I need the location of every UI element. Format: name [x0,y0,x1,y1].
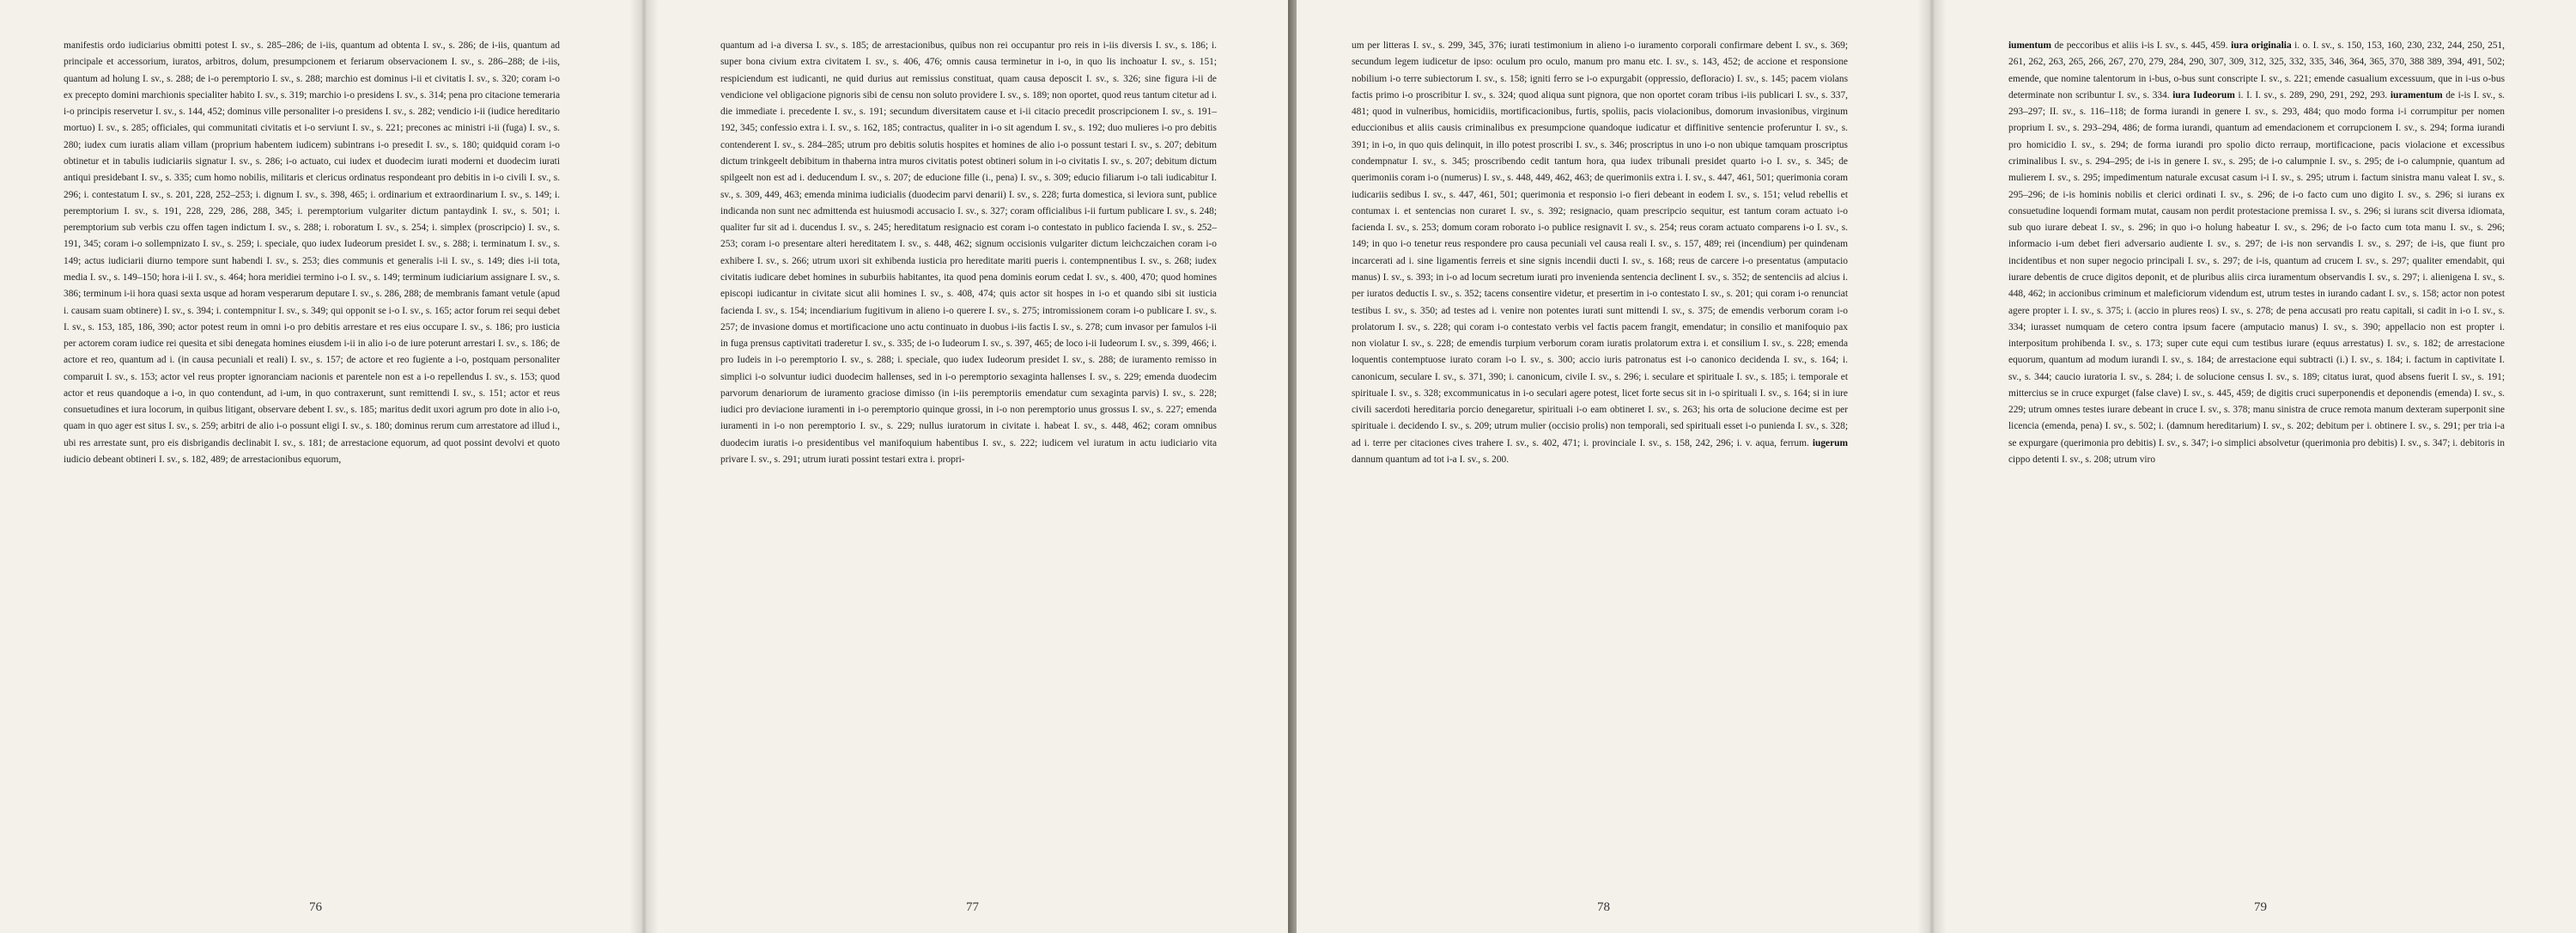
book-gutter [629,0,659,933]
index-entry-text: um per litteras I. sv., s. 299, 345, 376; iurati testimonium in alieno i-o iuramento corporali confirmare debent I. sv., s. 369; secundum legem iudicetur de ipso: oculum pro oculo, manum pro manu etc. I. sv., s. 143, 452; de accione et responsione nobilium i-o terre subiectorum I. sv., s. 158; igniti ferro se i-o expurgabit (oppressio, defloracio) I. sv., s. 145; pacem violans factis primo i-o proscribitur I. sv., s. 324; quod aliqua sunt pignora, que non oportet coram tribus i-iis publicari I. sv., s. 337, 481; quod in vulneribus, homicidiis, mortificacionibus, furtis, spoliis, pacis violacionibus, domorum invasionibus, virginum educcionibus et aliis causis criminalibus ex presumpcione quandoque iudicatur et diffinitive sentencie proferuntur I. sv., s. 391; in i-o, in quo quis delinquit, in illo potest proscribi I. sv., s. 346; proscriptus in uno i-o non ubique tamquam proscriptus condempnatur I. sv., s. 345; proscribendo cedit tantum hora, qua iudex tribunali presidet quarto i-o I. sv., s. 345; de querimoniis coram i-o (numerus) I. sv., s. 448, 449, 462, 463; de querimoniis extra i. I. sv., s. 447, 461, 501; querimonia coram iudicariis sedibus I. sv., s. 447, 461, 501; querimonia et responsio i-o fieri debeant in eodem I. sv., s. 151; velud rebellis et contumax i. et sentencias non curaret I. sv., s. 392; resignacio, quam prescripcio sequitur, est tantum coram actuato i-o facienda I. sv., s. 253; domum coram roborato i-o publice resignavit I. sv., s. 254; reus coram actuato comparens i-o I. sv., s. 149; in quo i-o tenetur reus respondere pro causa pecuniali vel causa reali I. sv., s. 157, 489; rei (incendium) per quindenam incarcerati ad i. sine ligamentis ferreis et sine signis incendii ducti I. sv., s. 168; reus de carcere i-o presentatus (amputacio manus) I. sv., s. 393; in i-o ad locum secretum iurati pro invenienda sentencia declinent I. sv., s. 352; de sentenciis ad alcius i. per iuratos deductis I. sv., s. 352; tacens consentire videtur, et presertim in i-o contestato I. sv., s. 201; qui coram i-o renunciat testibus I. sv., s. 350; ad testes ad i. venire non potentes iurati sunt mittendi I. sv., s. 375; de emendis verborum coram i-o prolatorum I. sv., s. 228; qui coram i-o contestato verbis vel factis pacem frangit, emendatur; in consilio et manifoquio pax non violatur I. sv., s. 228; de emendis turpium verborum coram iuratis prolatorum extra i. et consilium I. sv., s. 228; emenda loquentis contemptuose iurato coram i-o I. sv., s. 300; accio iuris patronatus est i-o canonico decidenda I. sv., s. 164; i. canonicum, seculare I. sv., s. 371, 390; i. canonicum, civile I. sv., s. 296; i. seculare et spirituale I. sv., s. 185; i. temporale et spirituale I. sv., s. 328; excommunicatus in i-o seculari agere potest, licet forte secus sit in i-o spirituali I. sv., s. 164; si in iure civili sacerdoti hereditaria porcio denegaretur, spirituali i-o eam obtineret I. sv., s. 263; his orta de solucione decime est per spirituale i. decidendo I. sv., s. 209; utrum mulier (occisio prolis) non temporali, sed spirituali esset i-o punienda I. sv., s. 328; ad i. terre per citaciones cives trahere I. sv., s. 402, 471; i. provinciale I. sv., s. 158, 242, 296; i. v. aqua, ferrum. [1352,40,1848,448]
page-number-76: 76 [309,900,322,914]
book-gutter [1917,0,1947,933]
index-headword: iuramentum [2390,89,2443,101]
index-text-77 [720,38,1217,468]
index-entry-text: i. I. I. sv., s. 289, 290, 291, 292, 293. [2234,89,2391,101]
index-entry-text: i. o. I. sv., s. 150, 153, 160, 230, 232, 244, 250, 251, 261, 262, 263, 265, 266, 267, 270, 279, 284, 290, 307, 309, 312, 325, 332, 335, 346, 364, 365, 370, 388 389, 394, 491, 502; emende, que nomine talentorum in i-bus, o-bus sunt conscripte I. sv., s. 221; emende casualium excessuum, que in i-us o-bus determinate non scribuntur I. sv., s. 334. [2008,40,2505,101]
index-entry-text: de peccoribus et aliis i-is I. sv., s. 445, 459. [2051,40,2232,51]
index-text-78 [1352,38,1848,468]
index-text-76 [64,38,560,468]
index-headword: iugerum [1812,437,1848,448]
index-text-79 [2008,38,2505,468]
index-entry-text: de i-is I. sv., s. 293–297; II. sv., s. 116–118; de forma iurandi in genere I. sv., s. 293, 484; quo modo forma i-i corrumpitur per nomen proprium I. sv., s. 293–294, 486; de forma iurandi, quantum ad emendacionem et corrupcionem I. sv., s. 294; forma iurandi pro homicidio I. sv., s. 294; de forma iurandi pro spolio dicto rerraup, mortificacione, pacis violacione et excessibus criminalibus I. sv., s. 294–295; de i-is in genere I. sv., s. 295; de i-o calumpnie I. sv., s. 295; de i-o calumpnie, quantum ad mulierem I. sv., s. 295; impedimentum naturale excusat casum i-i I. sv., s. 295; utrum i. factum sinistra manu valeat I. sv., s. 295–296; de i-is hominis nobilis et clerici ordinati I. sv., s. 296; de i-o facto cum uno digito I. sv., s. 296; si iurans ex consuetudine loquendi formam mutat, causam non perdit protestacione premissa I. sv., s. 296; si iurans scit diversa idiomata, sub quo iurare debeat I. sv., s. 296; in quo i-o holung habeatur I. sv., s. 296; de i-o facto cum tota manu I. sv., s. 296; informacio i-um debet fieri adversario audiente I. sv., s. 297; de i-is non servandis I. sv., s. 297; de i-is, que fiunt pro incidentibus et non super negocio principali I. sv., s. 297; de i-is, quantum ad crucem I. sv., s. 297; qualiter emendabit, qui iurare debentis de cruce digitos deponit, et de pluribus aliis circa iuramentum observandis I. sv., s. 297; i. alienigena I. sv., s. 448, 462; in accionibus criminum et maleficiorum videndum est, utrum testes in iurando cadant I. sv., s. 158; actor non potest agere propter i. I. sv., s. 375; i. (accio in plures reos) I. sv., s. 278; de pena accusati pro reatu capitali, si cadit in i-o I. sv., s. 334; iurasset numquam de cetero contra ipsum facere (amputacio manus) I. sv., s. 390; appellacio non est propter i. interpositum prohibenda I. sv., s. 173; super cute equi cum testibus iurare (equus arrestatus) I. sv., s. 182; de arrestacione equorum, quantum ad modum iurandi I. sv., s. 184; de arrestacione equi subtracti (i.) I. sv., s. 184; i. factum in captivitate I. sv., s. 344; caucio iuratoria I. sv., s. 284; i. de solucione census I. sv., s. 189; citatus iurat, quod absens fuerit I. sv., s. 191; mittercius se in cruce expurget (false clave) I. sv., s. 445, 459; de digitis cruci superponendis et deponendis (emenda) I. sv., s. 229; utrum omnes testes iurare debeant in cruce I. sv., s. 378; manu sinistra de cruce remota manum dexteram superponit sine licencia (emenda, pena) I. sv., s. 502; i. (damnum hereditarium) I. sv., s. 202; debitum per i. obtinere I. sv., s. 291; per tria i-a se expurgare (querimonia pro debitis) I. sv., s. 347; i-o simplici absolvetur (querimonia pro debitis) I. sv., s. 347; i. debitoris in cippo detenti I. sv., s. 208; utrum viro [2008,89,2505,466]
index-entry-text: quantum ad i-a diversa I. sv., s. 185; de arrestacionibus, quibus non rei occupantur pro reis in i-iis diversis I. sv., s. 186; i. super bona civium extra civitatem I. sv., s. 406, 476; omnis causa terminetur in i-o, in quo lis inchoatur I. sv., s. 151; respiciendum est iudicanti, ne quid durius aut remissius constituat, quam causa deposcit I. sv., s. 326; sine figura i-ii de vendicione vel obligacione pignoris sibi de censu non soluto providere I. sv., s. 189; non oportet, quod reus tantum citetur ad i. die immediate i. precedente I. sv., s. 191; secundum diversitatem cause et i-ii citacio precedit proscripcionem I. sv., s. 191–192, 345; confessio extra i. I. sv., s. 162, 185; contractus, qualiter in i-o sit agendum I. sv., s. 192; duo mulieres i-o pro debitis contenderent I. sv., s. 284–285; utrum pro debitis solutis hospites et homines de alio i-o possunt testari I. sv., s. 207; debitum dictum trinkgeelt debibitum in thaberna intra muros civitatis potest obtineri solum in i-o civitatis I. sv., s. 207; debitum dictum spilgeelt non est ad i. deducendum I. sv., s. 207; de educione fille (i., pena) I. sv., s. 309; educio filiarum i-o tali iudicabitur I. sv., s. 309, 449, 463; emenda minima iudicialis (duodecim parvi denarii) I. sv., s. 228; furta domestica, si leviora sunt, publice indicanda non sunt nec admittenda est huiusmodi accusacio I. sv., s. 327; coram officialibus i-ii furtum publicare I. sv., s. 248; qualiter fur sit ad i. ducendus I. sv., s. 245; hereditatum resignacio est coram i-o contestato in publico facienda I. sv., s. 252–253; coram i-o presentare alteri hereditatem I. sv., s. 448, 462; signum occisionis vulgariter dictum leichczaichen coram i-o exhibere I. sv., s. 266; utrum uxori sit exhibenda iusticia pro hereditate mariti pueris i. contempnentibus I. sv., s. 268; iudex civitatis iudicare debet homines in suburbiis habitantes, ita quod pena dominis eorum cedat I. sv., s. 400, 470; quod homines episcopi iudicantur in civitate sicut alii homines I. sv., s. 408, 474; quis actor sit hospes in i-o et quando sibi sit iusticia facienda I. sv., s. 154; incendiarium fugitivum in alieno i-o querere I. sv., s. 275; intromissionem coram i-o publicare I. sv., s. 257; de invasione domus et mortificacione uno actu continuato in duobus i-iis factis I. sv., s. 278; cum invasor per famulos i-ii in fuga prensus captivitati traderetur I. sv., s. 335; de i-o Iudeorum I. sv., s. 397, 465; de loco i-ii Iudeorum I. sv., s. 399, 466; i. pro Iudeis in i-o peremptorio I. sv., s. 288; i. speciale, quo iudex Iudeorum presidet I. sv., s. 288; de iuramento remisso in simplici i-o solvuntur iudici duodecim hallenses, sed in i-o peremptorio sexaginta hallenses I. sv., s. 229; emenda duodecim parvorum denariorum de iuramento graciose dimisso (in i-iis peremptoriis emendatur cum sexaginta parvis) I. sv., s. 228; iudici pro deviacione iuramenti in i-o peremptorio quinque grossi, in i-o non peremptorio unus grossus I. sv., s. 227; emenda iuramenti in i-o non peremptorio I. sv., s. 229; nullus iuratorum in civitate i. habeat I. sv., s. 448, 462; coram omnibus duodecim iuratis i-o presidentibus vel manifoquium habentibus I. sv., s. 222; iudicem vel iuratum in actu iudiciario vita privare I. sv., s. 291; utrum iurati possint testari extra i. propri- [720,40,1217,466]
page-76 [0,0,631,933]
right-book-spread [1288,0,2576,933]
index-entry-text: dannum quantum ad tot i-a I. sv., s. 200. [1352,454,1510,466]
index-headword: iura Iudeorum [2172,89,2235,101]
page-79 [1945,0,2576,933]
page-number-78: 78 [1597,900,1610,914]
index-headword: iura originalia [2231,40,2292,51]
page-77 [657,0,1288,933]
index-entry-text: manifestis ordo iudiciarius obmitti potest I. sv., s. 285–286; de i-iis, quantum ad obtenta I. sv., s. 286; de i-iis, quantum ad principale et accessorium, iuratos, arbitros, dolum, presumpcionem et feriarum observacionem I. sv., s. 286–288; de i-iis, quantum ad holung I. sv., s. 288; de i-o peremptorio I. sv., s. 288; marchio est dominus i-ii et civitatis I. sv., s. 320; coram i-o ex precepto domini marchionis specialiter habito I. sv., s. 319; marchio i-o presidens I. sv., s. 314; pena pro citacione temeraria i-o principis reservetur I. sv., s. 144, 452; dominus ville personaliter i-o presidens I. sv., s. 282; vendicio i-ii (iudice hereditario mortuo) I. sv., s. 285; officiales, qui communitati civitatis et i-o serviunt I. sv., s. 221; precones ac ministri i-ii (fuga) I. sv., s. 280; iudex cum iuratis aliam villam (proprium habentem iudicem) subintrans i-o presedit I. sv., s. 180; quidquid coram i-o obtinetur et in tabulis iudiciariis signatur I. sv., s. 286; i-o actuato, cui iudex et duodecim iurati moderni et duodecim iurati antiqui presidebant I. sv., s. 335; cum homo nobilis, militaris et clericus ordinatus respondeant pro debitis in i-o civili I. sv., s. 296; i. contestatum I. sv., s. 201, 228, 252–253; i. dignum I. sv., s. 398, 465; i. ordinarium et extraordinarium I. sv., s. 149; i. peremptorium I. sv., s. 191, 228, 229, 286, 288, 345; i. peremptorium vulgariter dictum pantaydink I. sv., s. 501; i. peremptorium sub verbis czu offen tagen indictum I. sv., s. 288; i. roboratum I. sv., s. 254; i. simplex (proscripcio) I. sv., s. 191, 345; coram i-o sollempnizato I. sv., s. 259; i. speciale, quo iudex Iudeorum presidet I. sv., s. 288; i. terminatum I. sv., s. 149; actus iudiciarii diurno tempore sunt habendi I. sv., s. 253; dies communis et generalis i-ii I. sv., s. 149; dies i-ii tota, media I. sv., s. 149–150; hora i-ii I. sv., s. 464; hora meridiei termino i-o I. sv., s. 149; terminum iudiciarium assignare I. sv., s. 386; terminum i-ii hora quasi sexta usque ad horam vesperarum deputare I. sv., s. 286, 288; de membranis famant vetule (apud i. causam suam obtinere) I. sv., s. 394; i. contempnitur I. sv., s. 349; qui opponit se i-o I. sv., s. 165; actor forum rei sequi debet I. sv., s. 153, 185, 186, 390; actor potest reum in omni i-o pro debitis arrestare et res eius occupare I. sv., s. 186; pro iusticia per actorem coram iudice rei quesita et sibi denegata homines eiusdem i-ii in alio i-o de iure poterunt arrestari I. sv., s. 186; de actore et reo, quantum ad i. (in causa pecuniali et reali) I. sv., s. 157; de actore et reo fugiente a i-o, postquam personaliter comparuit I. sv., s. 153; actor vel reus propter ignoranciam nacionis et parentele non est a i-o repellendus I. sv., s. 153; quod actor et reus quandoque a i-o, in quo contendunt, ad i-um, in quo contraxerunt, sunt remittendi I. sv., s. 151; actor et reus consuetudines et iura locorum, in quibus litigant, observare debent I. sv., s. 185; maritus dedit uxori agrum pro dote in alio i-o, quam in quo ager est situs I. sv., s. 259; arbitri de alio i-o possunt eligi I. sv., s. 180; dominus rerum cum arrestatore ad illud i., ubi res arrestate sunt, pro eis disbrigandis declinabit I. sv., s. 181; de arrestacione equorum, ad quot possint devolvi et quoto iudicio debeant obtineri I. sv., s. 182, 489; de arrestacionibus equorum, [64,40,560,466]
page-78 [1288,0,1919,933]
page-number-77: 77 [966,900,979,914]
index-headword: iumentum [2008,40,2051,51]
page-number-79: 79 [2254,900,2267,914]
